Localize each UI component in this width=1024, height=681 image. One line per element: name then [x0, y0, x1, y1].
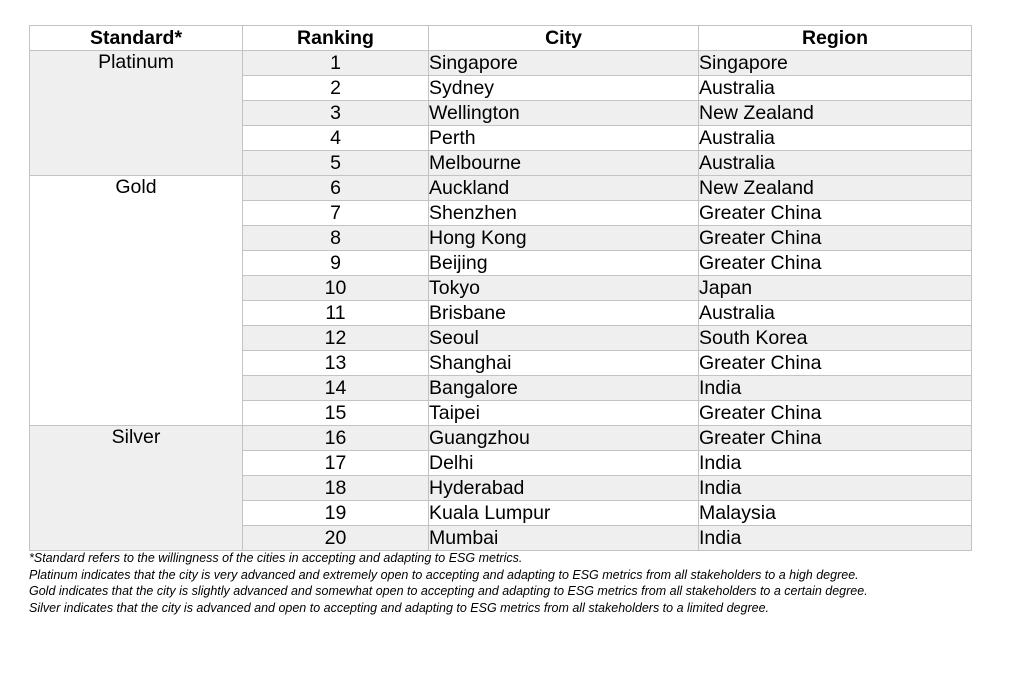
- city-cell: Bangalore: [429, 376, 699, 401]
- footnote-gold: Gold indicates that the city is slightly advanced and somewhat open to accepting and adapting to ESG metrics from all stakeholders to a certain degree.: [29, 584, 868, 598]
- city-cell: Brisbane: [429, 301, 699, 326]
- city-cell: Tokyo: [429, 276, 699, 301]
- region-cell: New Zealand: [699, 176, 972, 201]
- ranking-cell: 4: [243, 126, 429, 151]
- header-ranking: Ranking: [243, 26, 429, 51]
- region-cell: Greater China: [699, 226, 972, 251]
- region-cell: Greater China: [699, 251, 972, 276]
- region-cell: New Zealand: [699, 101, 972, 126]
- city-cell: Shanghai: [429, 351, 699, 376]
- region-cell: Malaysia: [699, 501, 972, 526]
- region-cell: India: [699, 376, 972, 401]
- region-cell: Japan: [699, 276, 972, 301]
- city-cell: Auckland: [429, 176, 699, 201]
- region-cell: India: [699, 451, 972, 476]
- ranking-cell: 3: [243, 101, 429, 126]
- region-cell: Australia: [699, 151, 972, 176]
- ranking-cell: 16: [243, 426, 429, 451]
- ranking-cell: 7: [243, 201, 429, 226]
- city-cell: Taipei: [429, 401, 699, 426]
- ranking-cell: 20: [243, 526, 429, 551]
- ranking-cell: 11: [243, 301, 429, 326]
- city-cell: Hong Kong: [429, 226, 699, 251]
- table-header-row: [30, 26, 972, 51]
- header-region: Region: [699, 26, 972, 51]
- ranking-cell: 15: [243, 401, 429, 426]
- region-cell: Australia: [699, 301, 972, 326]
- ranking-cell: 18: [243, 476, 429, 501]
- region-cell: South Korea: [699, 326, 972, 351]
- header-city: City: [429, 26, 699, 51]
- region-cell: Greater China: [699, 201, 972, 226]
- region-cell: Greater China: [699, 401, 972, 426]
- standard-cell-silver: Silver: [30, 426, 243, 551]
- esg-city-ranking-table: [29, 25, 972, 551]
- ranking-cell: 6: [243, 176, 429, 201]
- ranking-cell: 8: [243, 226, 429, 251]
- city-cell: Hyderabad: [429, 476, 699, 501]
- table-row: [30, 426, 972, 451]
- ranking-cell: 13: [243, 351, 429, 376]
- footnote-silver: Silver indicates that the city is advanced and open to accepting and adapting to ESG metrics from all stakeholders to a limited degree.: [29, 600, 769, 615]
- ranking-cell: 5: [243, 151, 429, 176]
- standard-cell-platinum: Platinum: [30, 51, 243, 176]
- city-cell: Seoul: [429, 326, 699, 351]
- region-cell: Singapore: [699, 51, 972, 76]
- ranking-cell: 2: [243, 76, 429, 101]
- city-cell: Melbourne: [429, 151, 699, 176]
- city-cell: Mumbai: [429, 526, 699, 551]
- city-cell: Perth: [429, 126, 699, 151]
- ranking-cell: 19: [243, 501, 429, 526]
- region-cell: Greater China: [699, 351, 972, 376]
- table-row: [30, 51, 972, 76]
- city-cell: Sydney: [429, 76, 699, 101]
- table-body: [30, 51, 972, 551]
- region-cell: Australia: [699, 126, 972, 151]
- ranking-cell: 17: [243, 451, 429, 476]
- region-cell: India: [699, 476, 972, 501]
- footnote-platinum: Platinum indicates that the city is very advanced and extremely open to accepting and adapting to ESG metrics from all stakeholders to a high degree.: [29, 567, 859, 582]
- ranking-cell: 14: [243, 376, 429, 401]
- city-cell: Shenzhen: [429, 201, 699, 226]
- ranking-cell: 12: [243, 326, 429, 351]
- city-cell: Kuala Lumpur: [429, 501, 699, 526]
- standard-cell-gold: Gold: [30, 176, 243, 426]
- city-cell: Wellington: [429, 101, 699, 126]
- region-cell: Greater China: [699, 426, 972, 451]
- ranking-cell: 10: [243, 276, 429, 301]
- table-row: [30, 176, 972, 201]
- city-cell: Guangzhou: [429, 426, 699, 451]
- footnote-standard: *Standard refers to the willingness of the cities in accepting and adapting to ESG metrics.: [29, 551, 523, 565]
- city-cell: Delhi: [429, 451, 699, 476]
- city-cell: Singapore: [429, 51, 699, 76]
- header-standard: Standard*: [30, 26, 243, 51]
- footnotes: [29, 550, 971, 616]
- city-cell: Beijing: [429, 251, 699, 276]
- ranking-cell: 1: [243, 51, 429, 76]
- region-cell: Australia: [699, 76, 972, 101]
- region-cell: India: [699, 526, 972, 551]
- ranking-cell: 9: [243, 251, 429, 276]
